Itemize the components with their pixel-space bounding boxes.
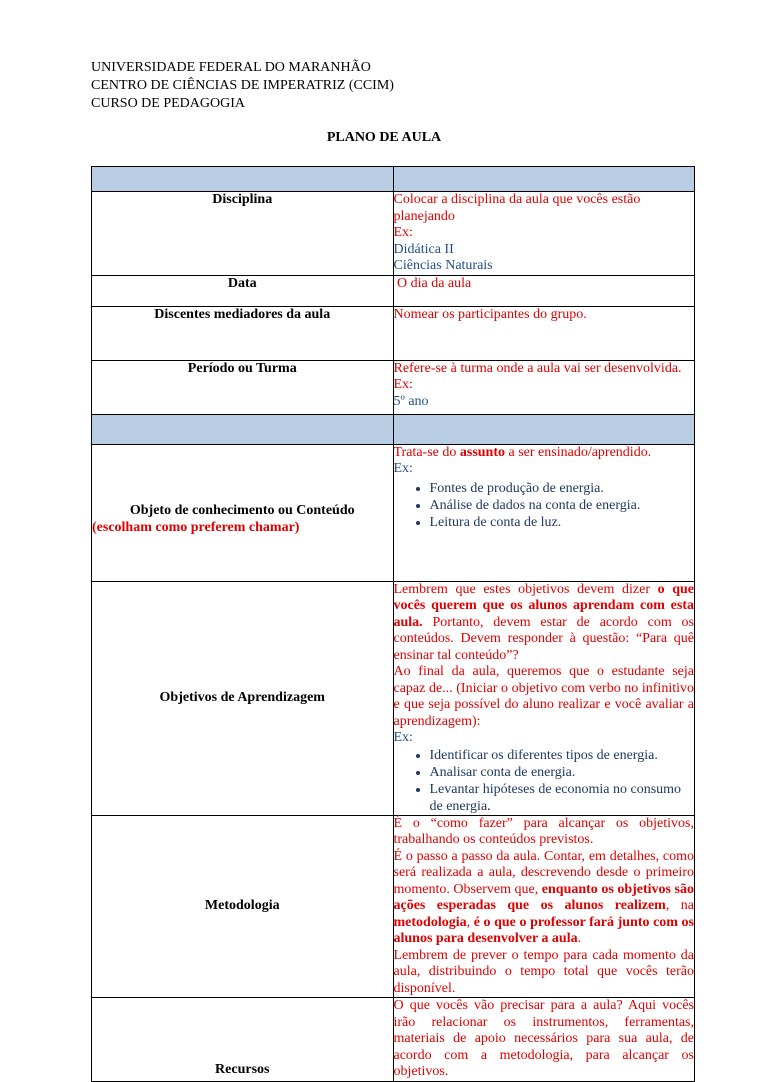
lesson-plan-table <box>91 166 695 1082</box>
row-label-objeto <box>92 444 394 581</box>
disciplina-ex-label: Ex: <box>393 225 413 240</box>
row-content-discentes[interactable]: Nomear os participantes do grupo. <box>393 306 695 360</box>
objeto-instruction <box>394 445 695 462</box>
objetivos-p1-c: Portanto, devem estar de acordo com os conteúdos. Devem responder à questão: “Para quê ensinar tal conteúdo”? <box>393 614 694 663</box>
objeto-text-b: assunto <box>459 444 506 460</box>
row-content-objetivos[interactable] <box>393 581 695 815</box>
row-label-metodologia: Metodologia <box>92 815 394 998</box>
metodologia-paragraph-1: É o “como fazer” para alcançar os objetivos, trabalhando os conteúdos previstos. <box>393 815 694 847</box>
band-cell-left <box>92 167 394 192</box>
disciplina-instruction: Colocar a disciplina da aula que vocês estão planejando <box>393 192 641 224</box>
objetivos-item-3-text: Levantar hipóteses de economia no consumo de energia <box>429 781 682 814</box>
row-label-periodo: Período ou Turma <box>92 360 394 414</box>
band-cell-right <box>393 167 695 192</box>
list-item <box>430 781 695 815</box>
metodologia-paragraph-3: Lembrem de prever o tempo para cada momento da aula, distribuindo o tempo total que vocês terão disponível. <box>393 947 694 996</box>
list-item: • Análise de dados na conta de energia. <box>430 497 695 514</box>
disciplina-example-2: Ciências Naturais <box>393 258 493 273</box>
list-item: • Fontes de produção de energia. <box>430 480 695 497</box>
table-row-disciplina <box>92 192 695 276</box>
objetivos-item-3-dot: . <box>487 798 491 814</box>
metodologia-p2-c: , na <box>665 898 694 913</box>
institution-header <box>91 59 394 113</box>
metodologia-p2-d: metodologia <box>393 914 467 930</box>
disciplina-example-1: Didática II <box>393 241 454 257</box>
band2-cell-left <box>92 414 394 444</box>
table-header-band <box>92 167 695 192</box>
objeto-label-note: (escolham como preferem chamar) <box>92 519 300 535</box>
metodologia-paragraph-2 <box>394 849 695 948</box>
periodo-ex-label: Ex: <box>393 377 413 392</box>
list-item: • Analisar conta de energia. <box>430 764 695 781</box>
objetivos-paragraph-1 <box>394 582 695 665</box>
row-label-discentes: Discentes mediadores da aula <box>92 306 394 360</box>
row-label-data: Data <box>92 275 394 306</box>
table-row-discentes <box>92 306 695 360</box>
objetivos-example-list <box>394 747 695 815</box>
metodologia-p2-a: É o passo a passo da aula. Contar, em detalhes, como será realizada a aula, descrevendo desde o primeiro momento. Observem que, <box>393 848 694 897</box>
metodologia-p2-f: é o que o professor fará junto com os alunos para desenvolver a aula <box>393 914 695 946</box>
objeto-text-a: Trata-se do <box>393 444 460 460</box>
header-line-course: CURSO DE PEDAGOGIA <box>91 96 246 111</box>
row-content-recursos[interactable]: O que vocês vão precisar para a aula? Aqui vocês irão relacionar os instrumentos, ferramentas, materiais de apoio necessários para sua aula, de acordo com a metodologia, para alcançar os objetivos. <box>393 998 694 1079</box>
row-content-metodologia[interactable] <box>393 815 695 998</box>
metodologia-p2-e: , <box>466 914 474 930</box>
periodo-example-1: 5º ano <box>393 393 429 409</box>
objeto-example-list <box>394 480 695 531</box>
list-item: • Identificar os diferentes tipos de energia. <box>430 747 695 764</box>
row-label-objetivos: Objetivos de Aprendizagem <box>92 581 394 815</box>
objetivos-ex-label: Ex: <box>393 730 413 745</box>
header-line-university: UNIVERSIDADE FEDERAL DO MARANHÃO <box>91 60 371 75</box>
table-row-objetivos <box>92 581 695 815</box>
objeto-label: Objeto de conhecimento ou Conteúdo <box>129 503 355 518</box>
document-title: PLANO DE AULA <box>326 130 442 145</box>
objeto-ex-label: Ex: <box>393 461 413 476</box>
list-item: • Leitura de conta de luz. <box>430 514 695 531</box>
table-row-periodo <box>92 360 695 414</box>
table-row-recursos <box>92 998 695 1082</box>
row-content-disciplina[interactable] <box>393 192 695 276</box>
table-row-metodologia <box>92 815 695 998</box>
objetivos-p1-a: Lembrem que estes objetivos devem dizer <box>393 581 658 597</box>
band2-cell-right <box>393 414 695 444</box>
objetivos-p1-b: o que vocês querem que os alunos aprendam com esta aula. <box>393 581 694 630</box>
row-content-periodo[interactable] <box>393 360 695 414</box>
objetivos-paragraph-2: Ao final da aula, queremos que o estudante seja capaz de... (Iniciar o objetivo com verbo no infinitivo e que seja possível do aluno realizar e você avaliar a aprendizagem): <box>393 664 694 729</box>
row-label-recursos: Recursos <box>92 998 394 1082</box>
metodologia-p2-b: enquanto os objetivos são ações esperadas que os alunos realizem <box>393 881 694 913</box>
header-line-center: CENTRO DE CIÊNCIAS DE IMPERATRIZ (CCIM) <box>91 78 394 93</box>
row-label-disciplina: Disciplina <box>92 192 394 276</box>
table-row-objeto <box>92 444 695 581</box>
periodo-instruction: Refere-se à turma onde a aula vai ser desenvolvida. <box>393 360 682 376</box>
objeto-text-c: a ser ensinado/aprendido. <box>505 444 652 460</box>
row-content-data[interactable]: O dia da aula <box>393 275 695 306</box>
row-content-objeto[interactable] <box>393 444 695 581</box>
table-row-data <box>92 275 695 306</box>
table-section-band <box>92 414 695 444</box>
metodologia-p2-g: . <box>577 931 582 946</box>
